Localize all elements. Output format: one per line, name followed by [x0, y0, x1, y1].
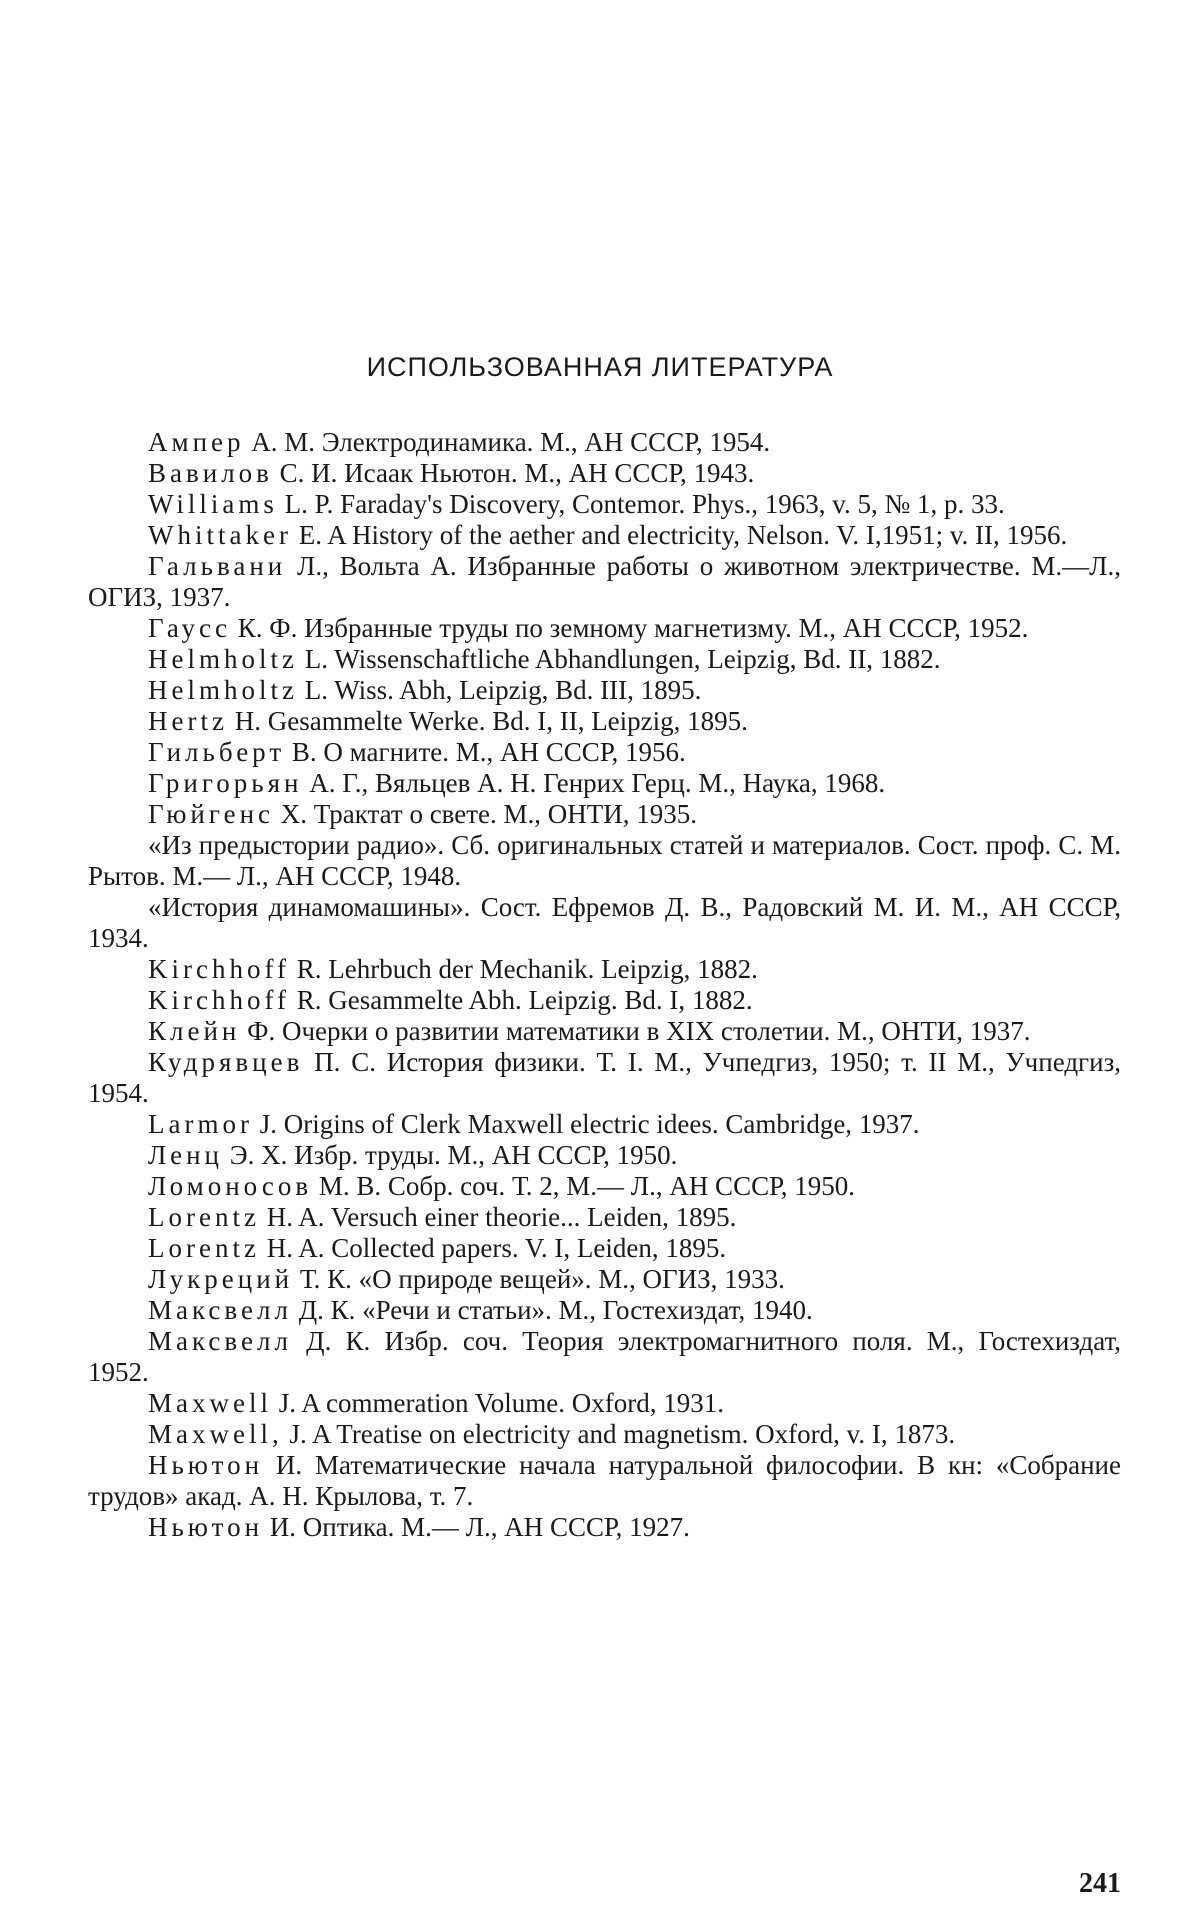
- reference-entry: [88, 1109, 1121, 1140]
- reference-author: Hertz: [148, 706, 228, 736]
- reference-entry: [88, 799, 1121, 830]
- reference-author: Максвелл: [148, 1295, 292, 1325]
- reference-text: В. О магните. М., АН СССР, 1956.: [285, 737, 686, 767]
- reference-entry: [88, 1419, 1121, 1450]
- reference-entry: [88, 1450, 1121, 1512]
- reference-text: L. Wissenschaftliche Abhandlungen, Leipzig, Bd. II, 1882.: [297, 644, 941, 674]
- reference-author: Гильберт: [148, 737, 286, 767]
- reference-text: М. В. Собр. соч. Т. 2, М.— Л., АН СССР, 1950.: [312, 1171, 855, 1201]
- reference-text: П. С. История физики. Т. I. М., Учпедгиз, 1950; т. II М., Учпедгиз, 1954.: [88, 1047, 1121, 1108]
- reference-text: H. Gesammelte Werke. Bd. I, II, Leipzig, 1895.: [227, 706, 748, 736]
- reference-author: Kirchhoff: [148, 985, 290, 1015]
- reference-author: Williams: [148, 489, 278, 519]
- reference-entry: [88, 985, 1121, 1016]
- reference-entry: [88, 768, 1121, 799]
- reference-text: H. A. Collected papers. V. I, Leiden, 1895.: [259, 1233, 727, 1263]
- reference-text: Э. Х. Избр. труды. М., АН СССР, 1950.: [223, 1140, 678, 1170]
- reference-text: J. Origins of Clerk Maxwell electric idees. Cambridge, 1937.: [252, 1109, 920, 1139]
- reference-entry: [88, 458, 1121, 489]
- reference-author: Кудрявцев: [148, 1047, 304, 1077]
- reference-author: Ньютон: [148, 1450, 264, 1480]
- reference-entry: [88, 1295, 1121, 1326]
- reference-entry: [88, 1326, 1121, 1388]
- reference-entry: [88, 1047, 1121, 1109]
- reference-text: J. A commeration Volume. Oxford, 1931.: [271, 1388, 724, 1418]
- reference-author: Вавилов: [148, 458, 273, 488]
- reference-entry: [88, 1388, 1121, 1419]
- reference-entry: [88, 644, 1121, 675]
- reference-text: Ф. Очерки о развитии математики в XIX столетии. М., ОНТИ, 1937.: [240, 1016, 1031, 1046]
- reference-author: Helmholtz: [148, 675, 298, 705]
- reference-entry: [88, 1202, 1121, 1233]
- reference-author: Maxwell,: [148, 1419, 283, 1449]
- reference-text: J. A Treatise on electricity and magnetism. Oxford, v. I, 1873.: [282, 1419, 956, 1449]
- reference-text: R. Gesammelte Abh. Leipzig. Bd. I, 1882.: [289, 985, 753, 1015]
- reference-text: Л., Вольта А. Избранные работы о животном электричестве. М.—Л., ОГИЗ, 1937.: [88, 551, 1121, 612]
- reference-entry: [88, 892, 1121, 954]
- reference-author: Whittaker: [148, 520, 292, 550]
- reference-author: Ломоносов: [148, 1171, 313, 1201]
- reference-text: H. A. Versuch einer theorie... Leiden, 1895.: [259, 1202, 737, 1232]
- reference-entry: [88, 1512, 1121, 1543]
- reference-text: L. P. Faraday's Discovery, Contemor. Phys., 1963, v. 5, № 1, p. 33.: [277, 489, 1005, 519]
- reference-entry: [88, 1016, 1121, 1047]
- reference-entry: [88, 1140, 1121, 1171]
- reference-text: Д. К. «Речи и статьи». М., Гостехиздат, 1940.: [291, 1295, 813, 1325]
- reference-author: Гюйгенс: [148, 799, 275, 829]
- reference-entry: [88, 737, 1121, 768]
- reference-entry: [88, 613, 1121, 644]
- reference-entry: [88, 1264, 1121, 1295]
- reference-entry: [88, 706, 1121, 737]
- reference-author: Kirchhoff: [148, 954, 290, 984]
- reference-author: Larmor: [148, 1109, 253, 1139]
- reference-text: Х. Трактат о свете. М., ОНТИ, 1935.: [274, 799, 698, 829]
- page-number: 241: [1079, 1868, 1121, 1899]
- reference-text: R. Lehrbuch der Mechanik. Leipzig, 1882.: [289, 954, 758, 984]
- reference-author: Максвелл: [148, 1326, 292, 1356]
- reference-text: К. Ф. Избранные труды по земному магнетизму. М., АН СССР, 1952.: [231, 613, 1029, 643]
- reference-entry: [88, 427, 1121, 458]
- reference-list: [88, 427, 1121, 1543]
- reference-entry: [88, 1233, 1121, 1264]
- reference-entry: [88, 830, 1121, 892]
- reference-author: Lorentz: [148, 1233, 260, 1263]
- page-title: ИСПОЛЬЗОВАННАЯ ЛИТЕРАТУРА: [366, 352, 834, 382]
- reference-text: А. М. Электродинамика. М., АН СССР, 1954.: [244, 427, 771, 457]
- reference-entry: [88, 1171, 1121, 1202]
- reference-text: Т. К. «О природе вещей». М., ОГИЗ, 1933.: [293, 1264, 785, 1294]
- reference-entry: [88, 520, 1121, 551]
- reference-text: «История динамомашины». Сост. Ефремов Д. В., Радовский М. И. М., АН СССР, 1934.: [88, 892, 1121, 953]
- reference-text: С. И. Исаак Ньютон. М., АН СССР, 1943.: [272, 458, 755, 488]
- reference-entry: [88, 675, 1121, 706]
- reference-text: А. Г., Вяльцев А. Н. Генрих Герц. М., Наука, 1968.: [302, 768, 886, 798]
- reference-author: Maxwell: [148, 1388, 272, 1418]
- reference-author: Lorentz: [148, 1202, 260, 1232]
- reference-text: E. A History of the aether and electricity, Nelson. V. I,1951; v. II, 1956.: [291, 520, 1068, 550]
- reference-author: Ленц: [148, 1140, 224, 1170]
- reference-author: Helmholtz: [148, 644, 298, 674]
- reference-entry: [88, 489, 1121, 520]
- reference-author: Клейн: [148, 1016, 241, 1046]
- reference-entry: [88, 954, 1121, 985]
- reference-author: Ньютон: [148, 1512, 264, 1542]
- reference-entry: [88, 551, 1121, 613]
- reference-author: Гальвани: [148, 551, 287, 581]
- reference-text: Д. К. Избр. соч. Теория электромагнитного поля. М., Гостехиздат, 1952.: [88, 1326, 1121, 1387]
- reference-text: L. Wiss. Abh, Leipzig, Bd. III, 1895.: [297, 675, 702, 705]
- reference-text: «Из предыстории радио». Сб. оригинальных статей и материалов. Сост. проф. С. М. Рытов. М.— Л., АН СССР, 1948.: [88, 830, 1121, 891]
- reference-author: Лукреций: [148, 1264, 294, 1294]
- reference-author: Григорьян: [148, 768, 303, 798]
- reference-author: Гаусс: [148, 613, 232, 643]
- reference-text: И. Оптика. М.— Л., АН СССР, 1927.: [263, 1512, 690, 1542]
- reference-author: Ампер: [148, 427, 245, 457]
- reference-text: И. Математические начала натуральной философии. В кн: «Собрание трудов» акад. А. Н. Крылова, т. 7.: [88, 1450, 1121, 1511]
